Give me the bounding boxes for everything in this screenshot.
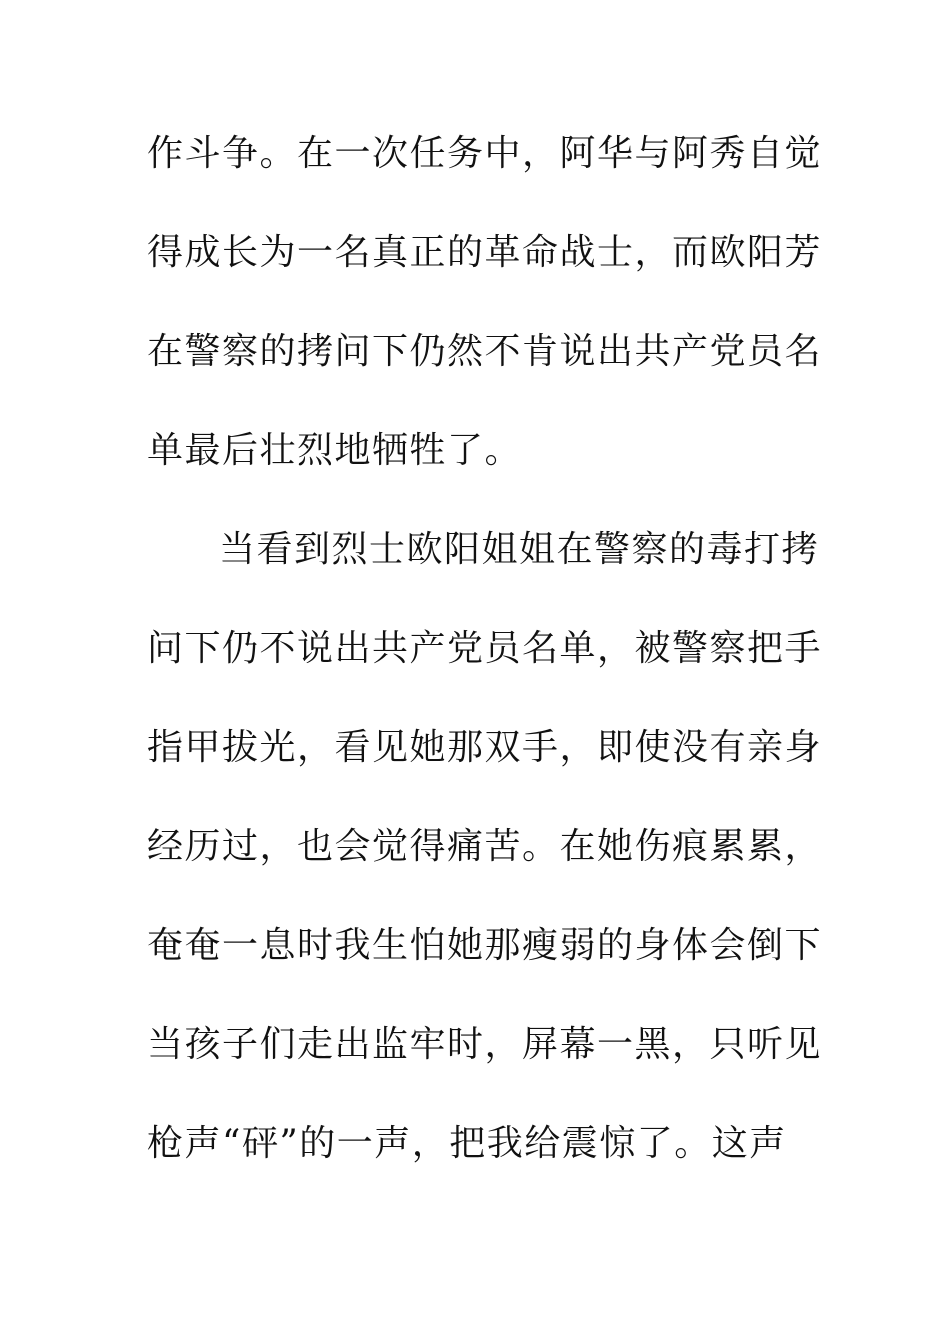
text-line: 枪声“砰”的一声，把我给震惊了。这声 — [147, 1123, 787, 1164]
text-line: 指甲拔光，看见她那双手，即使没有亲身 — [147, 727, 823, 768]
text-line: 奄奄一息时我生怕她那瘦弱的身体会倒下 — [147, 925, 823, 966]
text-line: 当孩子们走出监牢时，屏幕一黑，只听见 — [147, 1024, 823, 1065]
text-line: 在警察的拷问下仍然不肯说出共产党员名 — [147, 331, 823, 372]
paragraph-first-line: 当看到烈士欧阳姐姐在警察的毒打拷 — [219, 529, 820, 570]
text-line: 单最后壮烈地牺牲了。 — [147, 430, 523, 471]
text-line: 作斗争。在一次任务中，阿华与阿秀自觉 — [147, 133, 823, 174]
body-text — [147, 122, 823, 1211]
text-line: 经历过，也会觉得痛苦。在她伤痕累累， — [147, 826, 823, 867]
text-line: 问下仍不说出共产党员名单，被警察把手 — [147, 628, 823, 669]
text-line: 得成长为一名真正的革命战士，而欧阳芳 — [147, 232, 823, 273]
